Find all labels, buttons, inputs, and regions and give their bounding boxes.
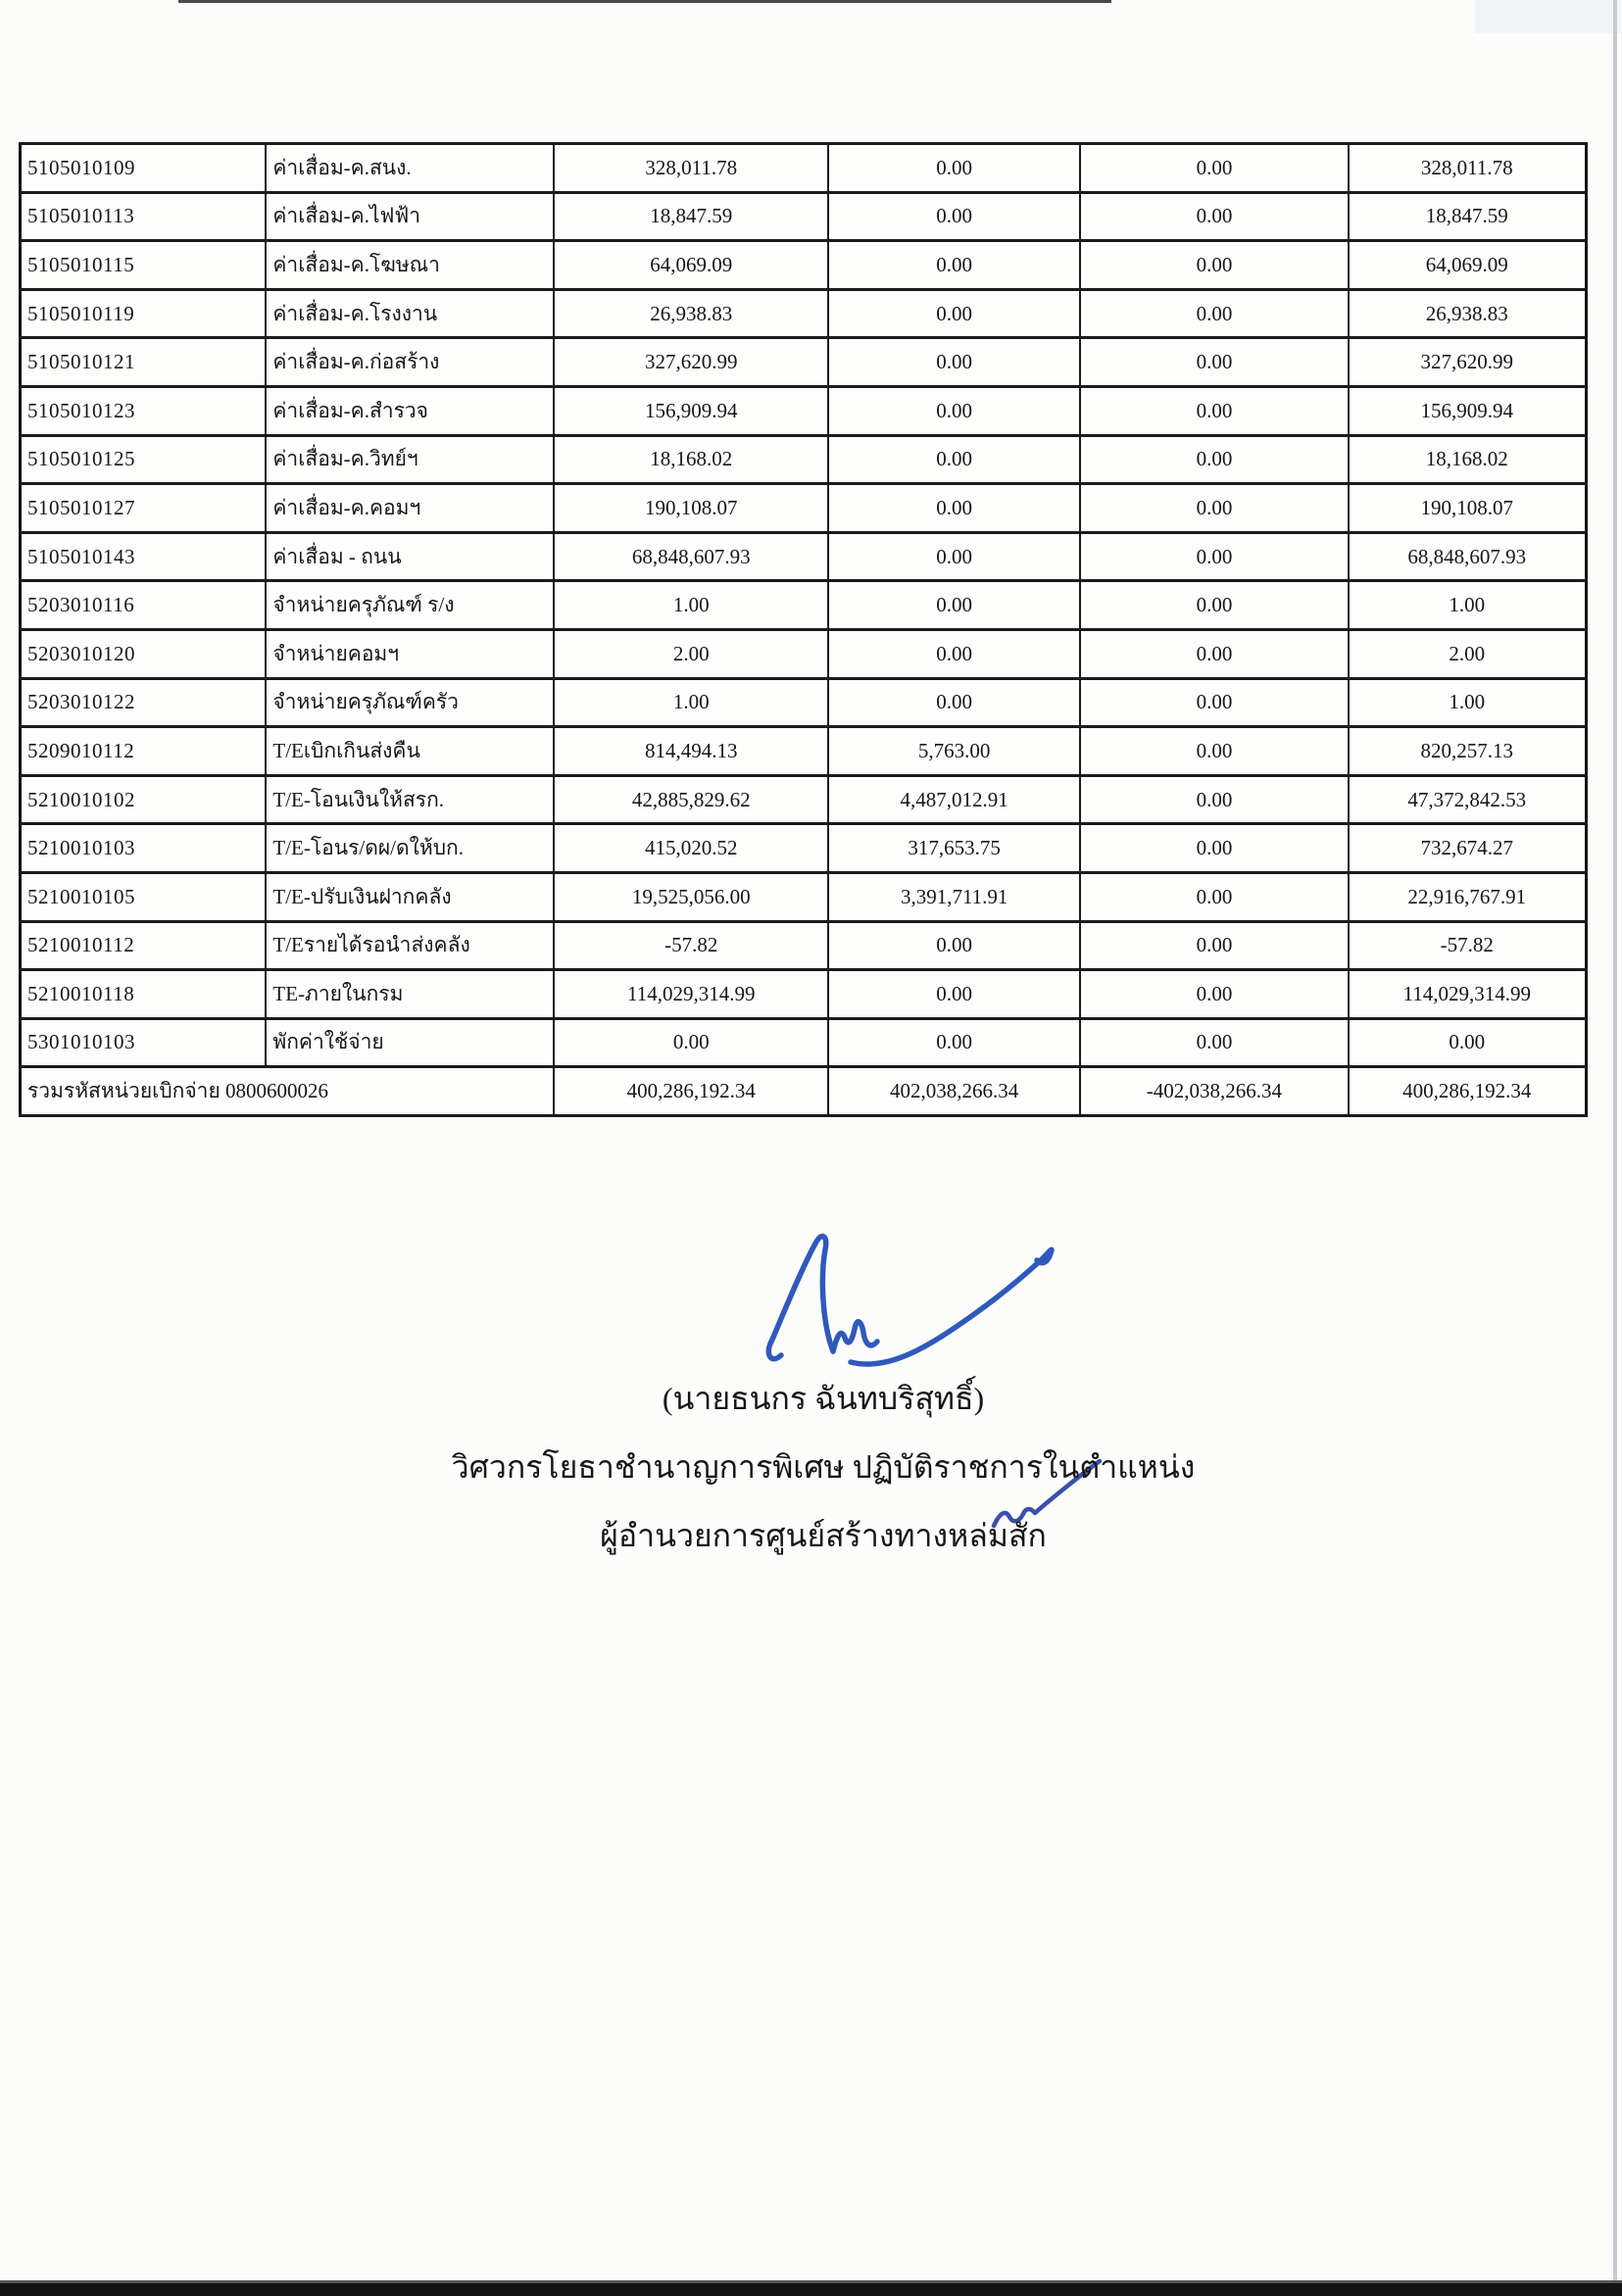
scan-edge-right-line: [1613, 0, 1617, 2296]
table-row: [21, 289, 1587, 338]
account-name-cell: ค่าเสื่อม-ค.โรงงาน: [266, 289, 554, 338]
amount-cell: 156,909.94: [554, 386, 828, 435]
table-row: [21, 775, 1587, 824]
table-row: [21, 484, 1587, 533]
account-code-cell: 5105010119: [21, 289, 267, 338]
amount-cell: 0.00: [828, 970, 1080, 1019]
amount-cell: 0.00: [828, 1018, 1080, 1067]
signer-name: (นายธนกร ฉันทบริสุทธิ์): [662, 1381, 985, 1416]
account-name-cell: จำหน่ายคอมฯ: [266, 629, 554, 678]
table-total-row: [21, 1067, 1587, 1116]
amount-cell: 1.00: [554, 678, 828, 727]
amount-cell: 68,848,607.93: [554, 532, 828, 581]
amount-cell: 18,847.59: [554, 192, 828, 241]
amount-cell: 0.00: [1080, 338, 1348, 387]
amount-cell: 64,069.09: [554, 241, 828, 290]
account-code-cell: 5105010109: [21, 144, 267, 193]
amount-cell: 18,168.02: [1349, 435, 1587, 484]
amount-cell: 0.00: [1080, 824, 1348, 873]
amount-cell: 0.00: [828, 678, 1080, 727]
account-ledger-table: [19, 142, 1588, 1117]
amount-cell: 0.00: [828, 289, 1080, 338]
amount-cell: 42,885,829.62: [554, 775, 828, 824]
account-name-cell: T/Eเบิกเกินส่งคืน: [266, 727, 554, 776]
amount-cell: 114,029,314.99: [554, 970, 828, 1019]
handwritten-signature: [764, 1225, 1078, 1372]
amount-cell: 0.00: [1080, 727, 1348, 776]
table-row: [21, 872, 1587, 921]
account-name-cell: จำหน่ายครุภัณฑ์ ร/ง: [266, 581, 554, 630]
amount-cell: 190,108.07: [1349, 484, 1587, 533]
amount-cell: 0.00: [1349, 1018, 1587, 1067]
amount-cell: 0.00: [1080, 435, 1348, 484]
amount-cell: 0.00: [828, 532, 1080, 581]
account-name-cell: จำหน่ายครุภัณฑ์ครัว: [266, 678, 554, 727]
amount-cell: 327,620.99: [1349, 338, 1587, 387]
table-row: [21, 144, 1587, 193]
account-code-cell: 5105010113: [21, 192, 267, 241]
account-code-cell: 5203010120: [21, 629, 267, 678]
amount-cell: 18,168.02: [554, 435, 828, 484]
table-row: [21, 581, 1587, 630]
table-body: [21, 144, 1587, 1116]
amount-cell: 26,938.83: [554, 289, 828, 338]
total-label-cell: รวมรหัสหน่วยเบิกจ่าย 0800600026: [21, 1067, 555, 1116]
account-name-cell: ค่าเสื่อม-ค.วิทย์ฯ: [266, 435, 554, 484]
table-row: [21, 386, 1587, 435]
account-code-cell: 5210010105: [21, 872, 267, 921]
amount-cell: 0.00: [1080, 484, 1348, 533]
amount-cell: 0.00: [1080, 775, 1348, 824]
amount-cell: 0.00: [828, 921, 1080, 970]
account-code-cell: 5210010103: [21, 824, 267, 873]
signature-block: [431, 1364, 1215, 1570]
account-name-cell: ค่าเสื่อม-ค.โฆษณา: [266, 241, 554, 290]
account-name-cell: พักค่าใช้จ่าย: [266, 1018, 554, 1067]
account-name-cell: ค่าเสื่อม - ถนน: [266, 532, 554, 581]
amount-cell: 47,372,842.53: [1349, 775, 1587, 824]
amount-cell: 0.00: [828, 435, 1080, 484]
amount-cell: 18,847.59: [1349, 192, 1587, 241]
amount-cell: 328,011.78: [1349, 144, 1587, 193]
amount-cell: 2.00: [554, 629, 828, 678]
amount-cell: 1.00: [554, 581, 828, 630]
table-row: [21, 1018, 1587, 1067]
total-amount-cell: -402,038,266.34: [1080, 1067, 1348, 1116]
amount-cell: 0.00: [1080, 532, 1348, 581]
amount-cell: 68,848,607.93: [1349, 532, 1587, 581]
amount-cell: 327,620.99: [554, 338, 828, 387]
amount-cell: 0.00: [1080, 241, 1348, 290]
amount-cell: 0.00: [1080, 1018, 1348, 1067]
amount-cell: 19,525,056.00: [554, 872, 828, 921]
account-code-cell: 5210010112: [21, 921, 267, 970]
account-code-cell: 5210010118: [21, 970, 267, 1019]
amount-cell: 1.00: [1349, 581, 1587, 630]
amount-cell: 5,763.00: [828, 727, 1080, 776]
amount-cell: 156,909.94: [1349, 386, 1587, 435]
amount-cell: 0.00: [1080, 289, 1348, 338]
amount-cell: 1.00: [1349, 678, 1587, 727]
amount-cell: 0.00: [828, 629, 1080, 678]
amount-cell: 22,916,767.91: [1349, 872, 1587, 921]
table-row: [21, 824, 1587, 873]
amount-cell: 317,653.75: [828, 824, 1080, 873]
amount-cell: 0.00: [1080, 970, 1348, 1019]
amount-cell: 0.00: [1080, 192, 1348, 241]
amount-cell: 114,029,314.99: [1349, 970, 1587, 1019]
amount-cell: 190,108.07: [554, 484, 828, 533]
amount-cell: 3,391,711.91: [828, 872, 1080, 921]
scan-corner-tint: [1475, 0, 1622, 33]
amount-cell: 415,020.52: [554, 824, 828, 873]
table-row: [21, 678, 1587, 727]
amount-cell: 26,938.83: [1349, 289, 1587, 338]
total-amount-cell: 402,038,266.34: [828, 1067, 1080, 1116]
table-row: [21, 532, 1587, 581]
account-code-cell: 5105010127: [21, 484, 267, 533]
account-name-cell: ค่าเสื่อม-ค.คอมฯ: [266, 484, 554, 533]
amount-cell: 0.00: [1080, 581, 1348, 630]
table-row: [21, 629, 1587, 678]
signer-title-line1: วิศวกรโยธาชำนาญการพิเศษ ปฏิบัติราชการในตำแหน่ง: [451, 1449, 1196, 1485]
account-name-cell: T/E-โอนร/ดผ/ดให้บก.: [266, 824, 554, 873]
table-row: [21, 435, 1587, 484]
account-code-cell: 5105010115: [21, 241, 267, 290]
amount-cell: -57.82: [554, 921, 828, 970]
total-amount-cell: 400,286,192.34: [554, 1067, 828, 1116]
account-name-cell: ค่าเสื่อม-ค.สนง.: [266, 144, 554, 193]
amount-cell: 0.00: [828, 192, 1080, 241]
account-name-cell: T/E-ปรับเงินฝากคลัง: [266, 872, 554, 921]
amount-cell: 0.00: [828, 386, 1080, 435]
table-row: [21, 192, 1587, 241]
amount-cell: 4,487,012.91: [828, 775, 1080, 824]
scan-edge-top-line: [178, 0, 1111, 3]
amount-cell: 0.00: [1080, 629, 1348, 678]
amount-cell: 328,011.78: [554, 144, 828, 193]
signer-title-line2: ผู้อำนวยการศูนย์สร้างทางหล่มสัก: [600, 1518, 1047, 1553]
amount-cell: -57.82: [1349, 921, 1587, 970]
table-row: [21, 241, 1587, 290]
amount-cell: 0.00: [1080, 678, 1348, 727]
account-code-cell: 5105010121: [21, 338, 267, 387]
amount-cell: 732,674.27: [1349, 824, 1587, 873]
amount-cell: 0.00: [1080, 872, 1348, 921]
amount-cell: 0.00: [828, 581, 1080, 630]
amount-cell: 64,069.09: [1349, 241, 1587, 290]
account-code-cell: 5105010143: [21, 532, 267, 581]
amount-cell: 820,257.13: [1349, 727, 1587, 776]
account-name-cell: TE-ภายในกรม: [266, 970, 554, 1019]
account-code-cell: 5210010102: [21, 775, 267, 824]
account-code-cell: 5203010116: [21, 581, 267, 630]
account-code-cell: 5301010103: [21, 1018, 267, 1067]
account-name-cell: ค่าเสื่อม-ค.ไฟฟ้า: [266, 192, 554, 241]
account-code-cell: 5203010122: [21, 678, 267, 727]
amount-cell: 0.00: [828, 338, 1080, 387]
table-row: [21, 727, 1587, 776]
amount-cell: 0.00: [828, 484, 1080, 533]
account-name-cell: ค่าเสื่อม-ค.ก่อสร้าง: [266, 338, 554, 387]
account-code-cell: 5209010112: [21, 727, 267, 776]
amount-cell: 0.00: [828, 241, 1080, 290]
amount-cell: 0.00: [828, 144, 1080, 193]
amount-cell: 0.00: [1080, 921, 1348, 970]
amount-cell: 0.00: [1080, 144, 1348, 193]
amount-cell: 814,494.13: [554, 727, 828, 776]
account-name-cell: T/E-โอนเงินให้สรก.: [266, 775, 554, 824]
account-name-cell: ค่าเสื่อม-ค.สำรวจ: [266, 386, 554, 435]
table-row: [21, 970, 1587, 1019]
account-name-cell: T/Eรายได้รอนำส่งคลัง: [266, 921, 554, 970]
account-code-cell: 5105010125: [21, 435, 267, 484]
scan-edge-bottom-bar: [0, 2280, 1622, 2296]
account-code-cell: 5105010123: [21, 386, 267, 435]
table-row: [21, 921, 1587, 970]
amount-cell: 2.00: [1349, 629, 1587, 678]
amount-cell: 0.00: [554, 1018, 828, 1067]
table-row: [21, 338, 1587, 387]
amount-cell: 0.00: [1080, 386, 1348, 435]
total-amount-cell: 400,286,192.34: [1349, 1067, 1587, 1116]
